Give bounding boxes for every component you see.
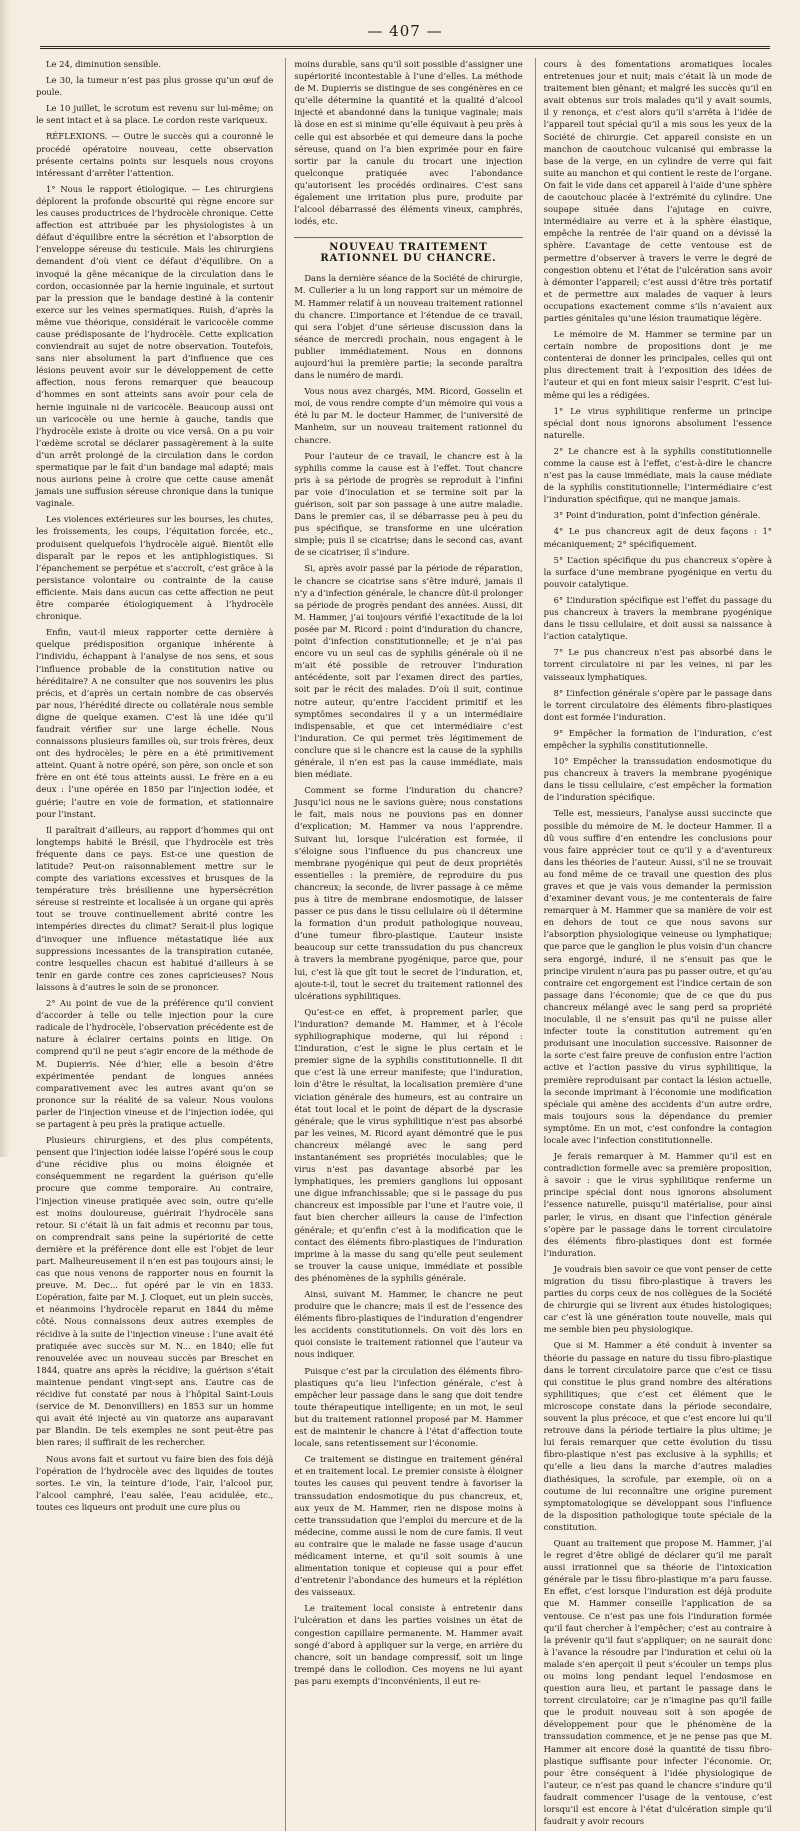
paragraph: Le traitement local consiste à entretenir dans l’ulcération et dans les parties voisines un état de congestion capillaire permanente. M. Hammer avait songé d’abord à appliquer sur la verge, en arrière du chancre, soit un bandage compressif, soit un linge trempé dans le collodion. Ces moyens ne lui ayant pas paru exempts d’inconvénients, il eut re- (294, 1603, 523, 1686)
header-rule (40, 46, 770, 49)
paragraph: 3° Point d’induration, point d’infection générale. (553, 510, 761, 521)
paragraph: moins durable, sans qu’il soit possible d’assigner une supériorité incontestable à l’une d’elles. La méthode de M. Dupierris se distingue de ses congénères en ce qu’elle détermine la quantité et la qualité d’alcool injecté et abandonné dans la tunique vaginale; mais là dose en est si minime qu’elle équivaut à peu près à celle qui est absorbée et qui demeure dans la poche séreuse, quand on l’a bien exprimée pour en faire sortir par la canule du trocart une injection quelconque pratiquée avec l’abondance qu’autorisent les procédés ordinaires. C’est sans également une irritation plus pure, produite par l’alcool débarrassé des éléments vineux, camphrés, iodés, etc. (294, 59, 523, 227)
paragraph: Je voudrais bien savoir ce que vont penser de cette migration du tissu fibro-plastique à travers les parties du corps ceux de nos collègues de la Société de chirurgie qui se livrent aux études histologiques; car c’est là une génération toute nouvelle, mais qui me semble bien peu physiologique. (543, 1263, 772, 1335)
paragraph: Plusieurs chirurgiens, et des plus compétents, pensent que l’injection iodée laisse l’opéré sous le coup d’une récidive plus ou moins éloignée et conséquemment ne regardent la guérison qu’elle procure que comme temporaire. Au contraire, l’injection vineuse pratiquée avec soin, outre qu’elle est moins douloureuse, guérirait l’hydrocèle sans retour. Si c’était là un fait admis et reconnu par tous, on comprendrait sans peine la supériorité de cette dernière et la préférence dont elle est l’objet de leur part. Malheureusement il n’en est pas toujours ainsi; le cas que nous venons de rapporter nous en fournit la preuve. M. Dec... fut opéré par le vin en 1833. L’opération, faite par M. J. Cloquet, eut un plein succès, et néanmoins l’hydrocèle reparut en 1844 du même côté. Nous connaissons deux autres exemples de récidive à la suite de l’injection vineuse : l’une avait été pratiquée avec succès sur M. N... en 1840; elle fut renouvelée avec un nouveau succès par Breschet en 1844, quatre ans après la récidive; la guérison s’était maintenue pendant vingt-sept ans. L’autre cas de récidive fut constaté par nous à l’hôpital Saint-Louis (service de M. Denonvilliers) en 1853 sur un homme qui avait été injecté au vin quatorze ans auparavant par Blandin. De tels exemples ne sont peut-être pas bien rares; il suffirait de les rechercher. (36, 1135, 274, 1448)
paragraph: RÉFLEXIONS. — Outre le succès qui a couronné le procédé opératoire nouveau, cette observation présente certains points sur lesquels nous croyons intéressant d’arrêter l’attention. (36, 131, 274, 178)
paragraph: Je ferais remarquer à M. Hammer qu’il est en contradiction formelle avec sa première proposition, à savoir : que le virus syphilitique renferme un principe spécial dont nous ignorons absolument l’essence naturelle, puisqu’il matérialise, pour ainsi parler, le virus, en disant que l’infection générale s’opère par le passage dans le torrent circulatoire des éléments fibro-plastiques dont est formée l’induration. (543, 1151, 772, 1258)
paragraph: 1° Nous le rapport étiologique. — Les chirurgiens déplorent la profonde obscurité qui règne encore sur les causes productrices de l’hydrocèle chronique. Cette affection est attribuée par les physiologistes à un défaut d’équilibre entre la sécrétion et l’absorption de l’enveloppe séreuse du testicule. Mais les chirurgiens demandent d’où vient ce défaut d’équilibre. On a invoqué la gêne mécanique de la circulation dans le cordon, occasionnée par la hernie inguinale, et surtout par la pression que le bandage destiné à la contenir exerce sur les veines spermatiques. Ruish, d’après la même vue théorique, considérait le varicocèle comme cause prédisposante de l’hydrocèle. Cette explication conviendrait au sujet de notre observation. Toutefois, sans nier absolument la part d’influence que ces lésions peuvent avoir sur le développement de cette affection, nous ferons remarquer que beaucoup d’hommes en sont atteints sans avoir pour cela de hernie inguinale ni de varicocèle. Beaucoup aussi ont un varicocèle ou une hernie à gauche, tandis que l’hydrocèle existe à droite ou vice versâ. On a pu voir l’œdème scrotal se déclarer passagèrement à la suite d’un arrêt prolongé de la circulation dans le cordon spermatique par le fait d’un bandage mal adapté; mais nous aurions peine à croire que cette cause amenât jamais une suffusion séreuse chronique dans la tunique vaginale. (36, 183, 274, 509)
paragraph: Le 30, la tumeur n’est pas plus grosse qu’un œuf de poule. (36, 75, 274, 98)
page-number: — 407 — (367, 22, 443, 40)
paragraph: Ainsi, suivant M. Hammer, le chancre ne peut produire que le chancre; mais il est de l’essence des éléments fibro-plastiques de l’induration d’engendrer les accidents constitutionnels. On voit dès lors en quoi consiste le traitement rationnel que l’auteur va nous indiquer. (294, 1289, 523, 1360)
column-middle (285, 58, 522, 1831)
paragraph: Il paraîtrait d’ailleurs, au rapport d’hommes qui ont longtemps habité le Brésil, que l’hydrocèle est très fréquente dans ce pays. Est-ce une question de latitude? Peut-on raisonnablement mettre sur le compte des variations excessives et brusques de la température très brésilienne une hypersécrétion séreuse si restreinte et localisée à un organe qui après tout se trouve continuellement abrité contre les intempéries directes du climat? Serait-il plus logique d’invoquer une influence métastatique liée aux suppressions incessantes de la transpiration cutanée, contre lesquelles chacun est habitué d’ailleurs à se tenir en garde contre ces zones capricieuses? Nous laissons à d’autres le soin de se prononcer. (36, 824, 274, 992)
column-right (535, 58, 772, 1831)
paragraph: 4° Le pus chancreux agit de deux façons : 1° mécaniquement; 2° spécifiquement. (543, 526, 772, 549)
paragraph: Le 10 juillet, le scrotum est revenu sur lui-même; on le sent intact et à sa place. Le cordon reste variqueux. (36, 103, 274, 126)
paragraph: 2° Le chancre est à la syphilis constitutionnelle comme la cause est à l’effet, c’est-à-dire le chancre n’est pas la cause immédiate, mais la cause médiate de la syphilis constitutionnelle; l’intermédiaire c’est l’induration spécifique, qui ne manque jamais. (543, 445, 772, 505)
paragraph: Le mémoire de M. Hammer se termine par un certain nombre de propositions dont je me contenterai de donner les principales, celles qui ont plus directement trait à l’exposition des idées de l’auteur et qui en font mieux saisir l’esprit. C’est lui-même qui les a rédigées. (543, 329, 772, 400)
paragraph: Comment se forme l’induration du chancre? Jusqu’ici nous ne le savions guère; nous constations le fait, mais nous ne pouvions pas en donner d’explication; M. Hammer va nous l’apprendre. Suivant lui, lorsque l’ulcération est formée, il s’éloigne sous l’influence du pus chancreux une membrane pyogénique qui peut de deux propriétés essentielles : la première, de reproduire du pus chancreux; la seconde, de livrer passage à ce même pus à titre de membrane endosmotique, de laisser passer ce pus dans le tissu cellulaire où il détermine la formation d’un produit pathologique nouveau, d’une tumeur fibro-plastique. L’auteur insiste beaucoup sur cette transsudation du pus chancreux à travers la membrane pyogénique, parce que, pour lui, c’est là que gît tout le secret de l’induration, et, ajoute-t-il, tout le secret du traitement rationnel des ulcérations syphilitiques. (294, 785, 523, 1001)
binding-shadow (0, 0, 10, 1157)
section-title: NOUVEAU TRAITEMENT RATIONNEL DU CHANCRE. (294, 237, 522, 264)
paragraph: Quant au traitement que propose M. Hammer, j’ai le regret d’être obligé de déclarer qu’il me paraît aussi irrationnel que sa théorie de l’intoxication générale par le tissu fibro-plastique m’a paru fausse. En effet, c’est lorsque l’induration est déjà produite que M. Hammer conseille l’application de sa ventouse. Ce n’est pas une fois l’induration formée qu’il faut chercher à l’empêcher; c’est au contraire à la prévenir qu’il faut s’appliquer; on ne saurait donc à l’avance la résoudre par l’induration et celui où la malade s’en aperçoit il peut s’écouler un temps plus ou moins long pendant lequel l’endosmose en question aura lieu, et partant le passage dans le torrent circulatoire; car je n’imagine pas qu’il faille que le produit nouveau soit à son apogée de développement pour que le phénomène de la transsudation commence, et je ne pense pas que M. Hammer ait encore dosé la quantité de tissu fibro-plastique suffisante pour infecter l’économie. Or, pour être conséquent à l’idée physiologique de l’auteur, ce n’est pas quand le chancre s’indure qu’il faudrait commencer l’usage de la ventouse, c’est lorsqu’il est encore à l’état d’ulcération simple qu’il faudrait y avoir recours (543, 1537, 772, 1827)
paragraph: 7° Le pus chancreux n’est pas absorbé dans le torrent circulatoire ni par les veines, ni par les vaisseaux lymphatiques. (543, 647, 772, 682)
paragraph: 6° L’induration spécifique est l’effet du passage du pus chancreux à travers la membrane pyogénique dans le tissu cellulaire, et doit aussi sa naissance à l’action catalytique. (543, 594, 772, 642)
paragraph: Les violences extérieures sur les bourses, les chutes, les froissements, les coups, l’équitation forcée, etc., produisent quelquefois l’hydrocèle aiguë. Bientôt elle disparaît par le repos et les antiphlogistiques. Si l’épanchement se perpétue et s’accroît, c’est grâce à la persistance volontaire ou contrainte de la cause efficiente. Mais dans aucun cas cette affection ne peut être comparée étiologiquement à l’hydrocèle chronique. (36, 514, 274, 622)
paragraph: Vous nous avez chargés, MM. Ricord, Gosselin et moi, de vous rendre compte d’un mémoire qui vous a été lu par M. le docteur Hammer, de l’université de Manheim, sur un nouveau traitement rationnel du chancre. (294, 386, 523, 445)
paragraph: Si, après avoir passé par la période de réparation, le chancre se cicatrise sans s’être induré, jamais il n’y a d’infection générale, le chancre dût-il prolonger sa période de progrès pendant des années. Aussi, dit M. Hammer, j’ai toujours vérifié l’exactitude de la loi posée par M. Ricord : point d’induration du chancre, point d’infection constitutionnelle; et je n’ai pas encore vu un seul cas de syphilis générale où il ne m’ait été possible de retrouver l’induration antécédente, soit par l’examen direct des parties, soit par le récit des malades. D’où il suit, continue notre auteur, qu’entre l’accident primitif et les symptômes secondaires il y a un intermédiaire indispensable, et que cet intermédiaire c’est l’induration. Ce qui permet très légitimement de conclure que si le chancre est la cause de la syphilis générale, il n’en est pas la cause immédiate, mais bien médiate. (294, 563, 523, 780)
paragraph: Puisque c’est par la circulation des éléments fibro-plastiques qu’a lieu l’infection générale, c’est à empêcher leur passage dans le sang que doit tendre toute thérapeutique intelligente; en un mot, le seul but du traitement rationnel proposé par M. Hammer est de maintenir le chancre à l’état d’affection toute locale, sans retentissement sur l’économie. (294, 1365, 523, 1449)
paragraph: Pour l’auteur de ce travail, le chancre est à la syphilis comme la cause est à l’effet. Tout chancre pris à sa période de progrès se reproduit à l’infini par voie d’inoculation et se termine soit par la guérison, soit par son passage à une autre maladie. Dans le premier cas, il se débarrasse peu à peu du pus spécifique, se transforme en une ulcération simple; puis il se cicatrise; dans le second cas, avant de se cicatriser, il s’indure. (294, 450, 523, 558)
paragraph: 5° L’action spécifique du pus chancreux s’opère à la surface d’une membrane pyogénique en vertu du pouvoir catalytique. (543, 554, 772, 589)
paragraph: 1° Le virus syphilitique renferme un principe spécial dont nous ignorons absolument l’essence naturelle. (543, 405, 772, 440)
paragraph: cours à des fomentations aromatiques locales entretenues jour et nuit; mais c’était là un mode de traitement bien gênant; et malgré les succès qu’il en avait obtenus sur trois malades qu’il y avait soumis, il y renonça, et c’est alors qu’il s’arrêta à l’idée de l’appareil tout spécial qu’il a mis sous les yeux de la Société de chirurgie. Cet appareil consiste en un manchon de caoutchouc vulcanisé qui embrasse la base de la verge, en un cylindre de verre qui fait suite au manchon et qui contient le reste de l’organe. On fait le vide dans cet appareil à l’aide d’une sphère de caoutchouc placée à l’extrémité du cylindre. Une soupape située dans l’ajutage en cuivre, intermédiaire au verre et à la sphère élastique, empêche la rentrée de l’air quand on a dévissé la sphère. L’avantage de cette ventouse est de permettre d’observer à travers le verre le degré de congestion obtenu et l’état de l’ulcération sans avoir à démonter l’appareil; c’est aussi d’être très portatif et de permettre aux malades de vaquer à leurs occupations exactement comme s’ils n’avaient aux parties génitales qu’une lésion traumatique légère. (543, 59, 772, 323)
paragraph: Que si M. Hammer a été conduit à inventer sa théorie du passage en nature du tissu fibro-plastique dans le torrent circulatoire parce que c’est ce tissu qui constitue le plus grand nombre des altérations syphilitiques; que c’est cet élément que le microscope constate dans la période secondaire, souvent la plus précoce, et que c’est encore lui qu’il retrouve dans la période tertiaire la plus ultime; je lui ferais remarquer que cette évolution du tissu fibro-plastique n’est pas exclusive à la syphilis; et qu’elle a lieu dans la marche d’autres maladies diathésiques, la scrofule, par exemple, où on a coutume de lui reconnaître une origine purement symptomatologique se développant sous l’influence de la disposition pathologique toute spéciale de la constitution. (543, 1340, 772, 1532)
column-left (36, 58, 273, 1831)
paragraph: 10° Empêcher la transsudation endosmotique du pus chancreux à travers la membrane pyogénique dans le tissu cellulaire, c’est empêcher la formation de l’induration spécifique. (543, 756, 772, 803)
paragraph: 2° Au point de vue de la préférence qu’il convient d’accorder à telle ou telle injection pour la cure radicale de l’hydrocèle, l’observation précédente est de nature à éclairer certains points en litige. On comprend qu’il ne peut s’agir encore de la méthode de M. Dupierris. Née d’hier, elle a besoin d’être expérimentée pendant de longues années comparativement avec les autres avant qu’on se prononce sur la réalité de sa valeur. Nous voulons parler de l’injection vineuse et de l’injection iodée, qui se partagent à peu près la pratique actuelle. (36, 998, 274, 1129)
page-header (40, 16, 770, 46)
paragraph: Enfin, vaut-il mieux rapporter cette dernière à quelque prédisposition organique inhérente à l’individu, échappant à l’analyse de nos sens, et sous l’influence probable de la constitution native ou héréditaire? A ne consulter que nos souvenirs les plus précis, et d’après un certain nombre de cas observés par nous, l’hérédité directe ou collatérale nous semble digne de quelque examen. C’est là une idée qu’il faudrait vérifier sur une large échelle. Nous connaissons plusieurs familles où, sur trois frères, deux ont des hydrocèles; le père en a été primitivement atteint. Quant à notre opéré, son père, son oncle et son frère en ont été tous atteints aussi. Le frère en a eu deux : l’une opérée en 1850 par l’injection iodée, et guérie; l’autre en voie de formation, et stationnaire pour l’instant. (36, 627, 274, 819)
paragraph: Ce traitement se distingue en traitement général et en traitement local. Le premier consiste à éloigner toutes les causes qui peuvent tendre à favoriser la transsudation endosmotique du pus chancreux, et, aux yeux de M. Hammer, rien ne dispose moins à cette transsudation que l’emploi du mercure et de la médecine, comme aussi le nom de cure famis. Il veut au contraire que le malade ne fasse usage d’aucun médicament interne, et qu’il soit soumis à une alimentation tonique et copieuse qui a pour effet d’entretenir l’abondance des humeurs et la réplétion des vaisseaux. (294, 1454, 523, 1598)
paragraph: Telle est, messieurs, l’analyse aussi succincte que possible du mémoire de M. le docteur Hammer. Il a dû vous suffire d’en entendre les conclusions pour vous faire apprécier tout ce qu’il y a d’aventureux dans les théories de l’auteur. Aussi, s’il ne se trouvait au fond même de ce travail une question des plus graves et que je vais vous demander la permission d’examiner devant vous, je me contenterais de faire remarquer à M. Hammer que sa manière de voir est en dehors de tout ce que nous savons sur l’absorption physiologique veineuse ou lymphatique; que parce que le ganglion le plus voisin d’un chancre sera engorgé, induré, il ne s’ensuit pas que le principe virulent n’aura pas pu passer outre, et qu’au contraire cet engorgement est l’indice certain de son passage dans l’économie; que de ce que du pus chancreux mélangé avec le sang perd sa propriété inoculable, il ne s’ensuit pas qu’il ne puisse aller infecter toute la constitution autrement qu’en produisant une inoculation successive. Raisonner de la sorte c’est faire preuve de confusion entre l’action active et l’action passive du virus syphilitique, la première reproduisant par contact la lésion actuelle, la seconde imprimant à l’économie une modification spéciale qui amène des accidents d’un autre ordre, mais toujours sous la dépendance du premier symptôme. En un mot, c’est confondre la contagion locale avec l’infection constitutionnelle. (543, 808, 772, 1145)
paragraph: 8° L’infection générale s’opère par le passage dans le torrent circulatoire des éléments fibro-plastiques dont est formée l’induration. (543, 687, 772, 722)
text-columns (36, 58, 772, 1827)
paragraph: Nous avons fait et surtout vu faire bien des fois déjà l’opération de l’hydrocèle avec des liquides de toutes sortes. Le vin, la teinture d’iode, l’air, l’alcool pur, l’alcool camphré, l’eau salée, l’eau acidulée, etc., toutes ces liqueurs ont produit une cure plus ou (36, 1453, 274, 1512)
paragraph: Qu’est-ce en effet, à proprement parler, que l’induration? demande M. Hammer, et à l’école syphiliographique moderne, qui lui répond : L’induration, c’est le signe le plus certain et le premier signe de la syphilis constitutionnelle. Il dit que c’est là une erreur manifeste; que l’induration, loin d’être le résultat, la localisation première d’une viciation générale des humeurs, est au contraire un état tout local et le point de départ de la dyscrasie générale; que le virus syphilitique n’est pas absorbé par les veines, M. Ricord ayant démontré que le pus chancreux mélangé avec le sang perd instantanément ses propriétés inoculables; que le virus n’est pas davantage absorbé par les lymphatiques, les premiers ganglions lui opposant une digue infranchissable; que si le passage du pus chancreux est impossible par l’une et l’autre voie, il faut bien chercher ailleurs la cause de l’infection générale; et qu’enfin c’est à la modification que le contact des éléments fibro-plastiques de l’induration imprime à la masse du sang qu’elle peut seulement se trouver la cause unique, immédiate et possible des phénomènes de la syphilis générale. (294, 1006, 523, 1283)
paragraph: Le 24, diminution sensible. (46, 59, 162, 69)
paragraph: 9° Empêcher la formation de l’induration, c’est empêcher la syphilis constitutionnelle. (543, 727, 772, 750)
paragraph: Dans la dernière séance de la Société de chirurgie, M. Cullerier a lu un long rapport sur un mémoire de M. Hammer relatif à un nouveau traitement rationnel du chancre. L’importance et l’étendue de ce travail, qui sera l’objet d’une sérieuse discussion dans la séance de mercredi prochain, nous engagent à le publier immédiatement. Nous en donnons aujourd’hui la première partie; la seconde paraîtra dans le numéro de mardi. (294, 273, 523, 381)
